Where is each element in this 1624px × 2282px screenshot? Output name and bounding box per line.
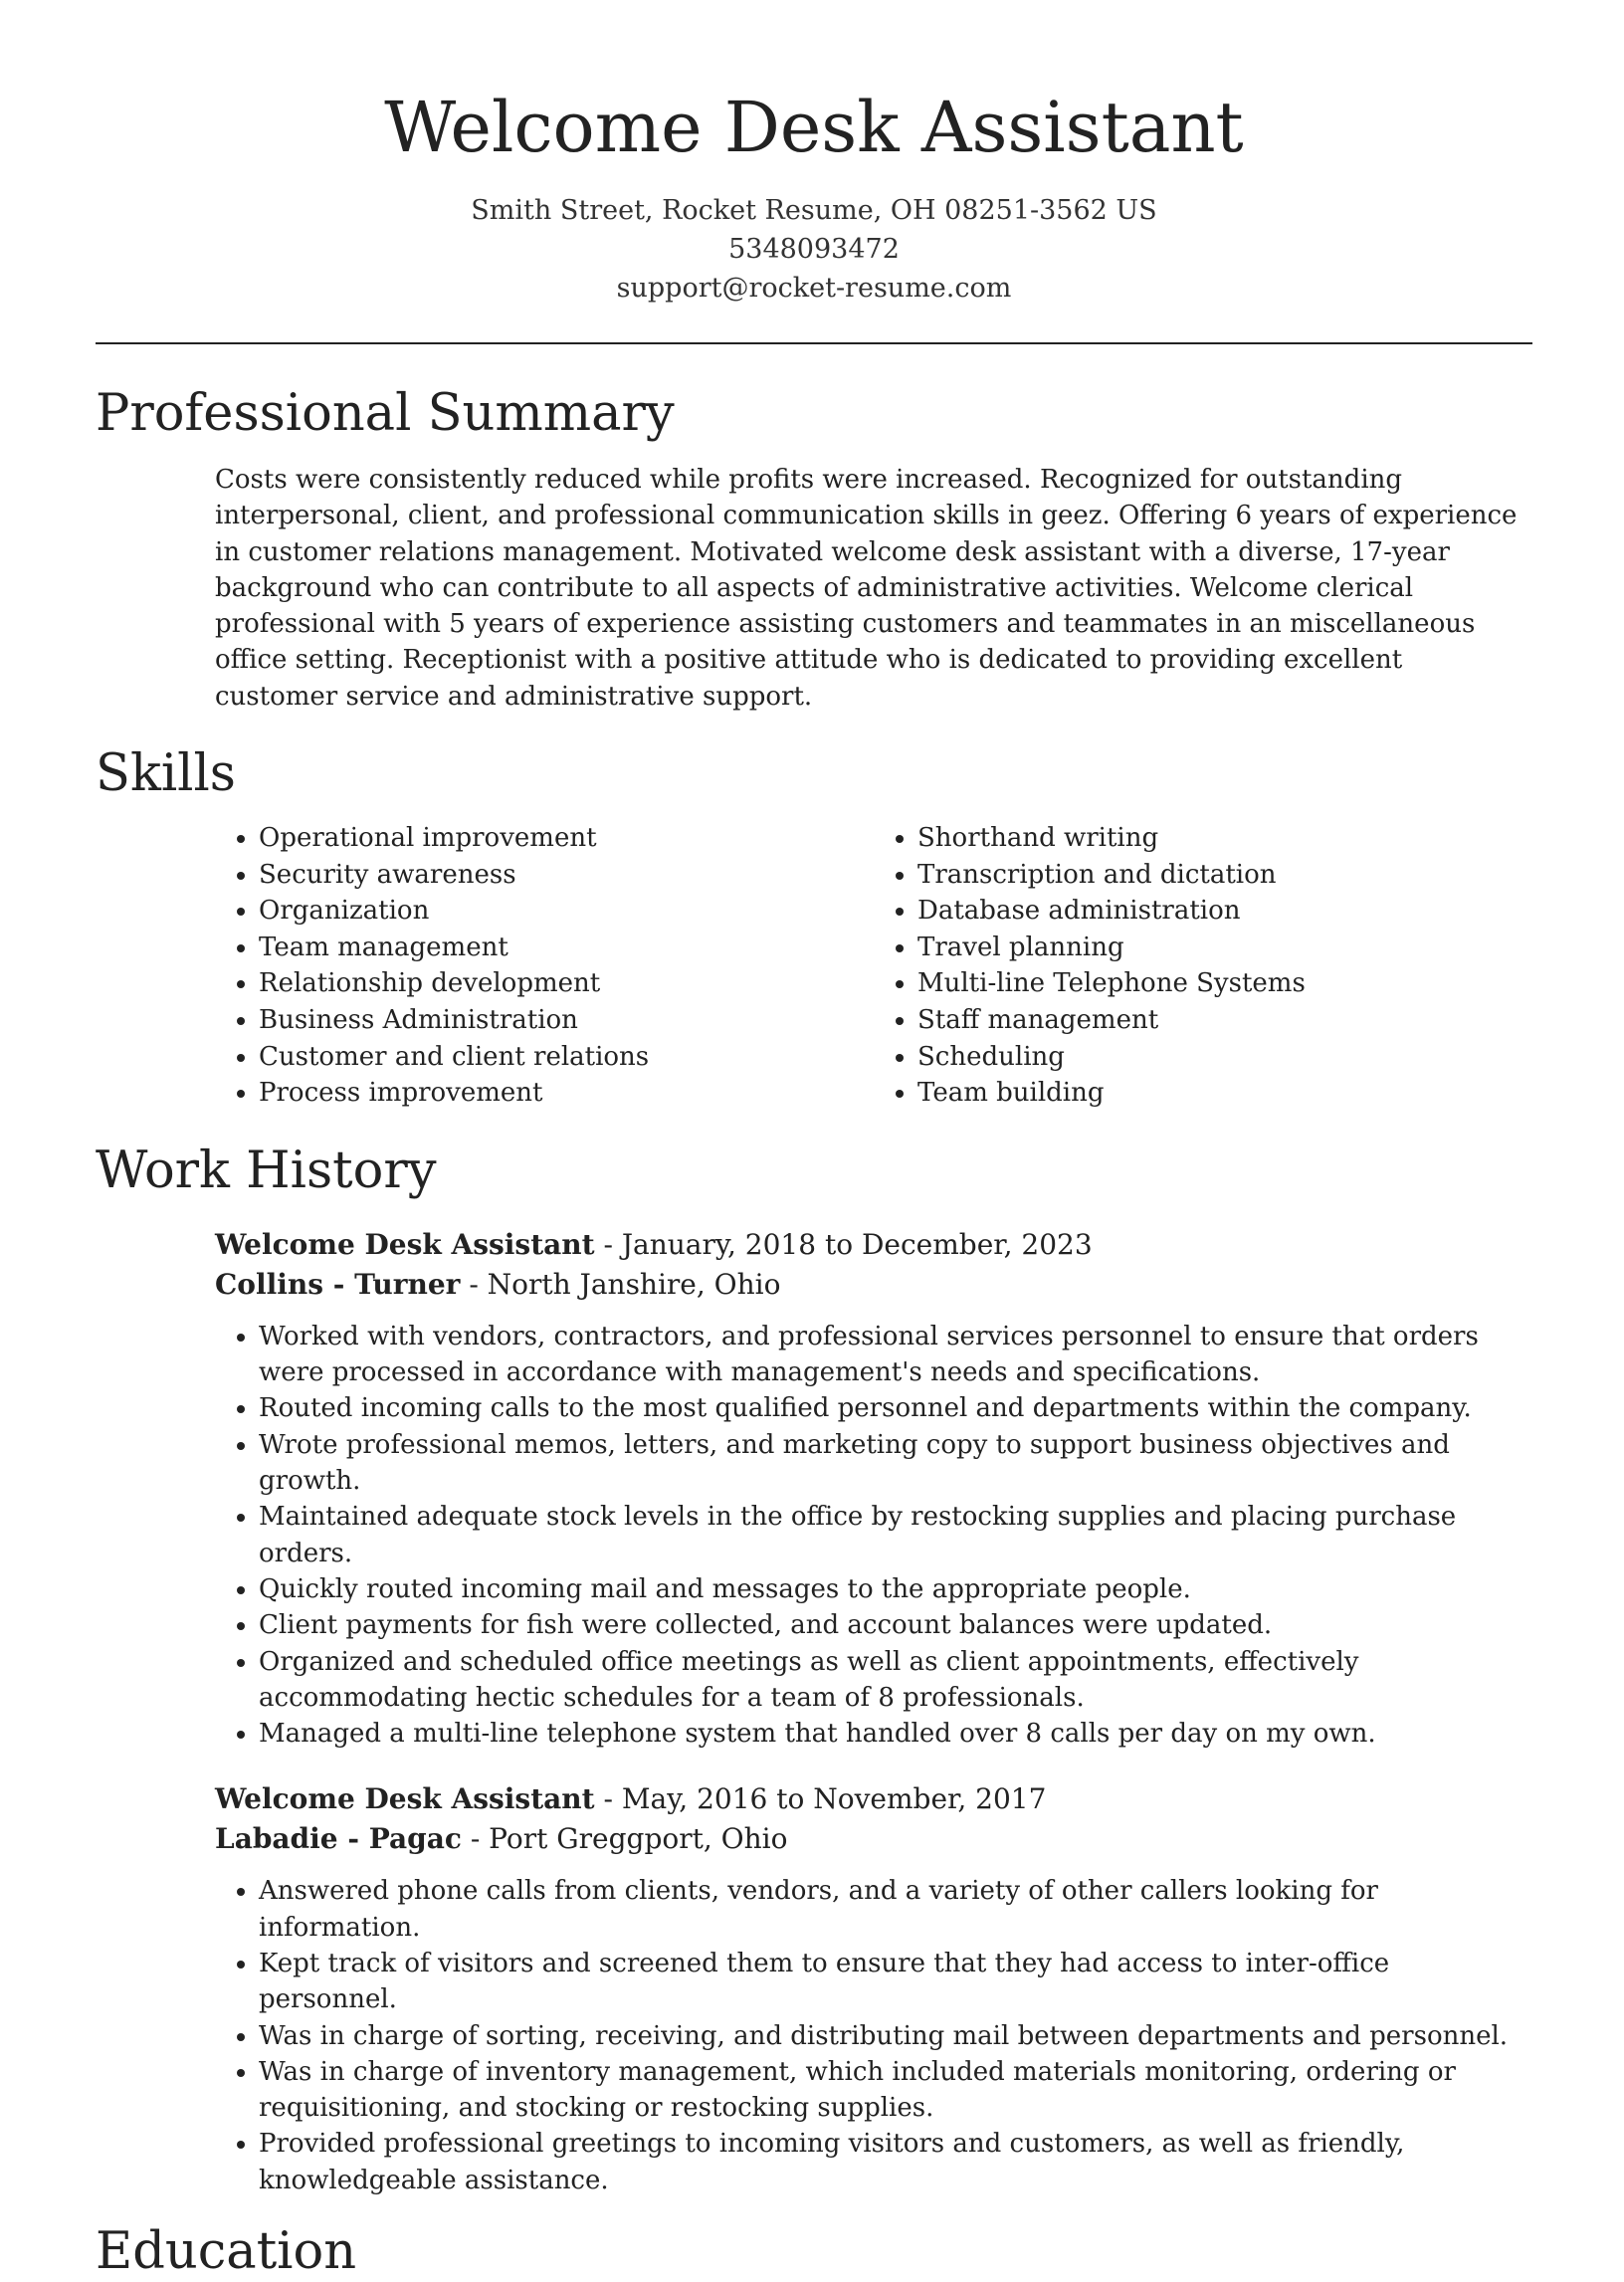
skill-item: • Transcription and dictation — [917, 857, 1532, 894]
resume-header — [96, 0, 1532, 308]
skill-item: • Staff management — [917, 1002, 1532, 1039]
job-company-line — [215, 1265, 1532, 1305]
contact-address: Smith Street, Rocket Resume, OH 08251-3562 US — [471, 195, 1157, 226]
job-duties-list — [215, 1319, 1532, 1753]
summary-text: Costs were consistently reduced while profits were increased. Recognized for outstanding interpersonal, client, and professional communication skills in geez. Offering 6 years of experience in customer relations management. Motivated welcome desk assistant with a diverse, 17-year background who can contribute to all aspects of administrative activities. Welcome clerical professional with 5 years of experience assisting customers and teammates in an miscellaneous office setting. Receptionist with a positive attitude who is dedicated to providing excellent customer service and administrative support. — [215, 465, 1518, 712]
skill-item: • Process improvement — [259, 1075, 874, 1112]
job-duty: • Was in charge of sorting, receiving, and distributing mail between departments and personnel. — [259, 2018, 1532, 2054]
job-dates: - May, 2016 to November, 2017 — [594, 1782, 1047, 1816]
contact-phone: 5348093472 — [728, 234, 900, 265]
job-duty: • Was in charge of inventory management, which included materials monitoring, ordering or requisitioning, and stocking or restocking supplies. — [259, 2054, 1532, 2127]
skill-item: • Customer and client relations — [259, 1039, 874, 1076]
job-duty: • Managed a multi-line telephone system that handled over 8 calls per day on my own. — [259, 1716, 1532, 1752]
skill-item: • Security awareness — [259, 857, 874, 894]
skill-item: • Multi-line Telephone Systems — [917, 965, 1532, 1002]
job-company: Labadie - Pagac — [215, 1822, 462, 1856]
header-divider — [96, 342, 1532, 344]
job-title: Welcome Desk Assistant — [215, 1227, 595, 1261]
job-duty: • Organized and scheduled office meetings as well as client appointments, effectively accommodating hectic schedules for a team of 8 professionals. — [259, 1644, 1532, 1717]
job-title-line — [215, 1225, 1532, 1265]
work-history-section — [96, 1141, 1532, 2198]
skills-list-left — [215, 820, 874, 1112]
education-heading: Education — [96, 2222, 357, 2282]
resume-page — [96, 0, 1532, 2282]
job-duty: • Provided professional greetings to incoming visitors and customers, as well as friendly, knowledgeable assistance. — [259, 2126, 1532, 2198]
job-location: - Port Greggport, Ohio — [461, 1822, 788, 1856]
summary-section — [96, 384, 1532, 715]
skill-item: • Organization — [259, 893, 874, 930]
education-section — [96, 2222, 1532, 2282]
job-dates: - January, 2018 to December, 2023 — [594, 1227, 1093, 1261]
skills-columns — [215, 820, 1532, 1112]
skill-item: • Business Administration — [259, 1002, 874, 1039]
job-duty: • Routed incoming calls to the most qualified personnel and departments within the company. — [259, 1390, 1532, 1426]
job-duties-list — [215, 1873, 1532, 2198]
contact-block — [96, 191, 1532, 308]
skills-heading: Skills — [96, 744, 236, 804]
skill-item: • Shorthand writing — [917, 820, 1532, 857]
skill-item: • Team management — [259, 930, 874, 966]
job-title-line — [215, 1779, 1532, 1819]
job-duty: • Client payments for fish were collected, and account balances were updated. — [259, 1607, 1532, 1643]
skills-section — [96, 744, 1532, 1112]
skill-item: • Travel planning — [917, 930, 1532, 966]
job-duty: • Quickly routed incoming mail and messages to the appropriate people. — [259, 1571, 1532, 1607]
job-duty: • Answered phone calls from clients, vendors, and a variety of other callers looking for information. — [259, 1873, 1532, 1946]
skill-item: • Scheduling — [917, 1039, 1532, 1076]
job-duty: • Worked with vendors, contractors, and professional services personnel to ensure that orders were processed in accordance with management's needs and specifications. — [259, 1319, 1532, 1391]
job-location: - North Janshire, Ohio — [460, 1267, 781, 1301]
skills-list-right — [874, 820, 1532, 1112]
job-company: Collins - Turner — [215, 1267, 461, 1301]
job-entry — [215, 1779, 1532, 2198]
work-history-heading: Work History — [96, 1141, 437, 1200]
skill-item: • Database administration — [917, 893, 1532, 930]
candidate-name: Welcome Desk Assistant — [384, 87, 1244, 168]
job-company-line — [215, 1819, 1532, 1859]
skill-item: • Operational improvement — [259, 820, 874, 857]
summary-heading: Professional Summary — [96, 384, 675, 443]
skill-item: • Relationship development — [259, 965, 874, 1002]
job-duty: • Wrote professional memos, letters, and marketing copy to support business objectives and growth. — [259, 1427, 1532, 1500]
job-title: Welcome Desk Assistant — [215, 1782, 595, 1816]
contact-email: support@rocket-resume.com — [616, 273, 1012, 304]
skill-item: • Team building — [917, 1075, 1532, 1112]
job-entry — [215, 1225, 1532, 1753]
job-duty: • Kept track of visitors and screened them to ensure that they had access to inter-office personnel. — [259, 1946, 1532, 2018]
job-duty: • Maintained adequate stock levels in the office by restocking supplies and placing purchase orders. — [259, 1499, 1532, 1571]
